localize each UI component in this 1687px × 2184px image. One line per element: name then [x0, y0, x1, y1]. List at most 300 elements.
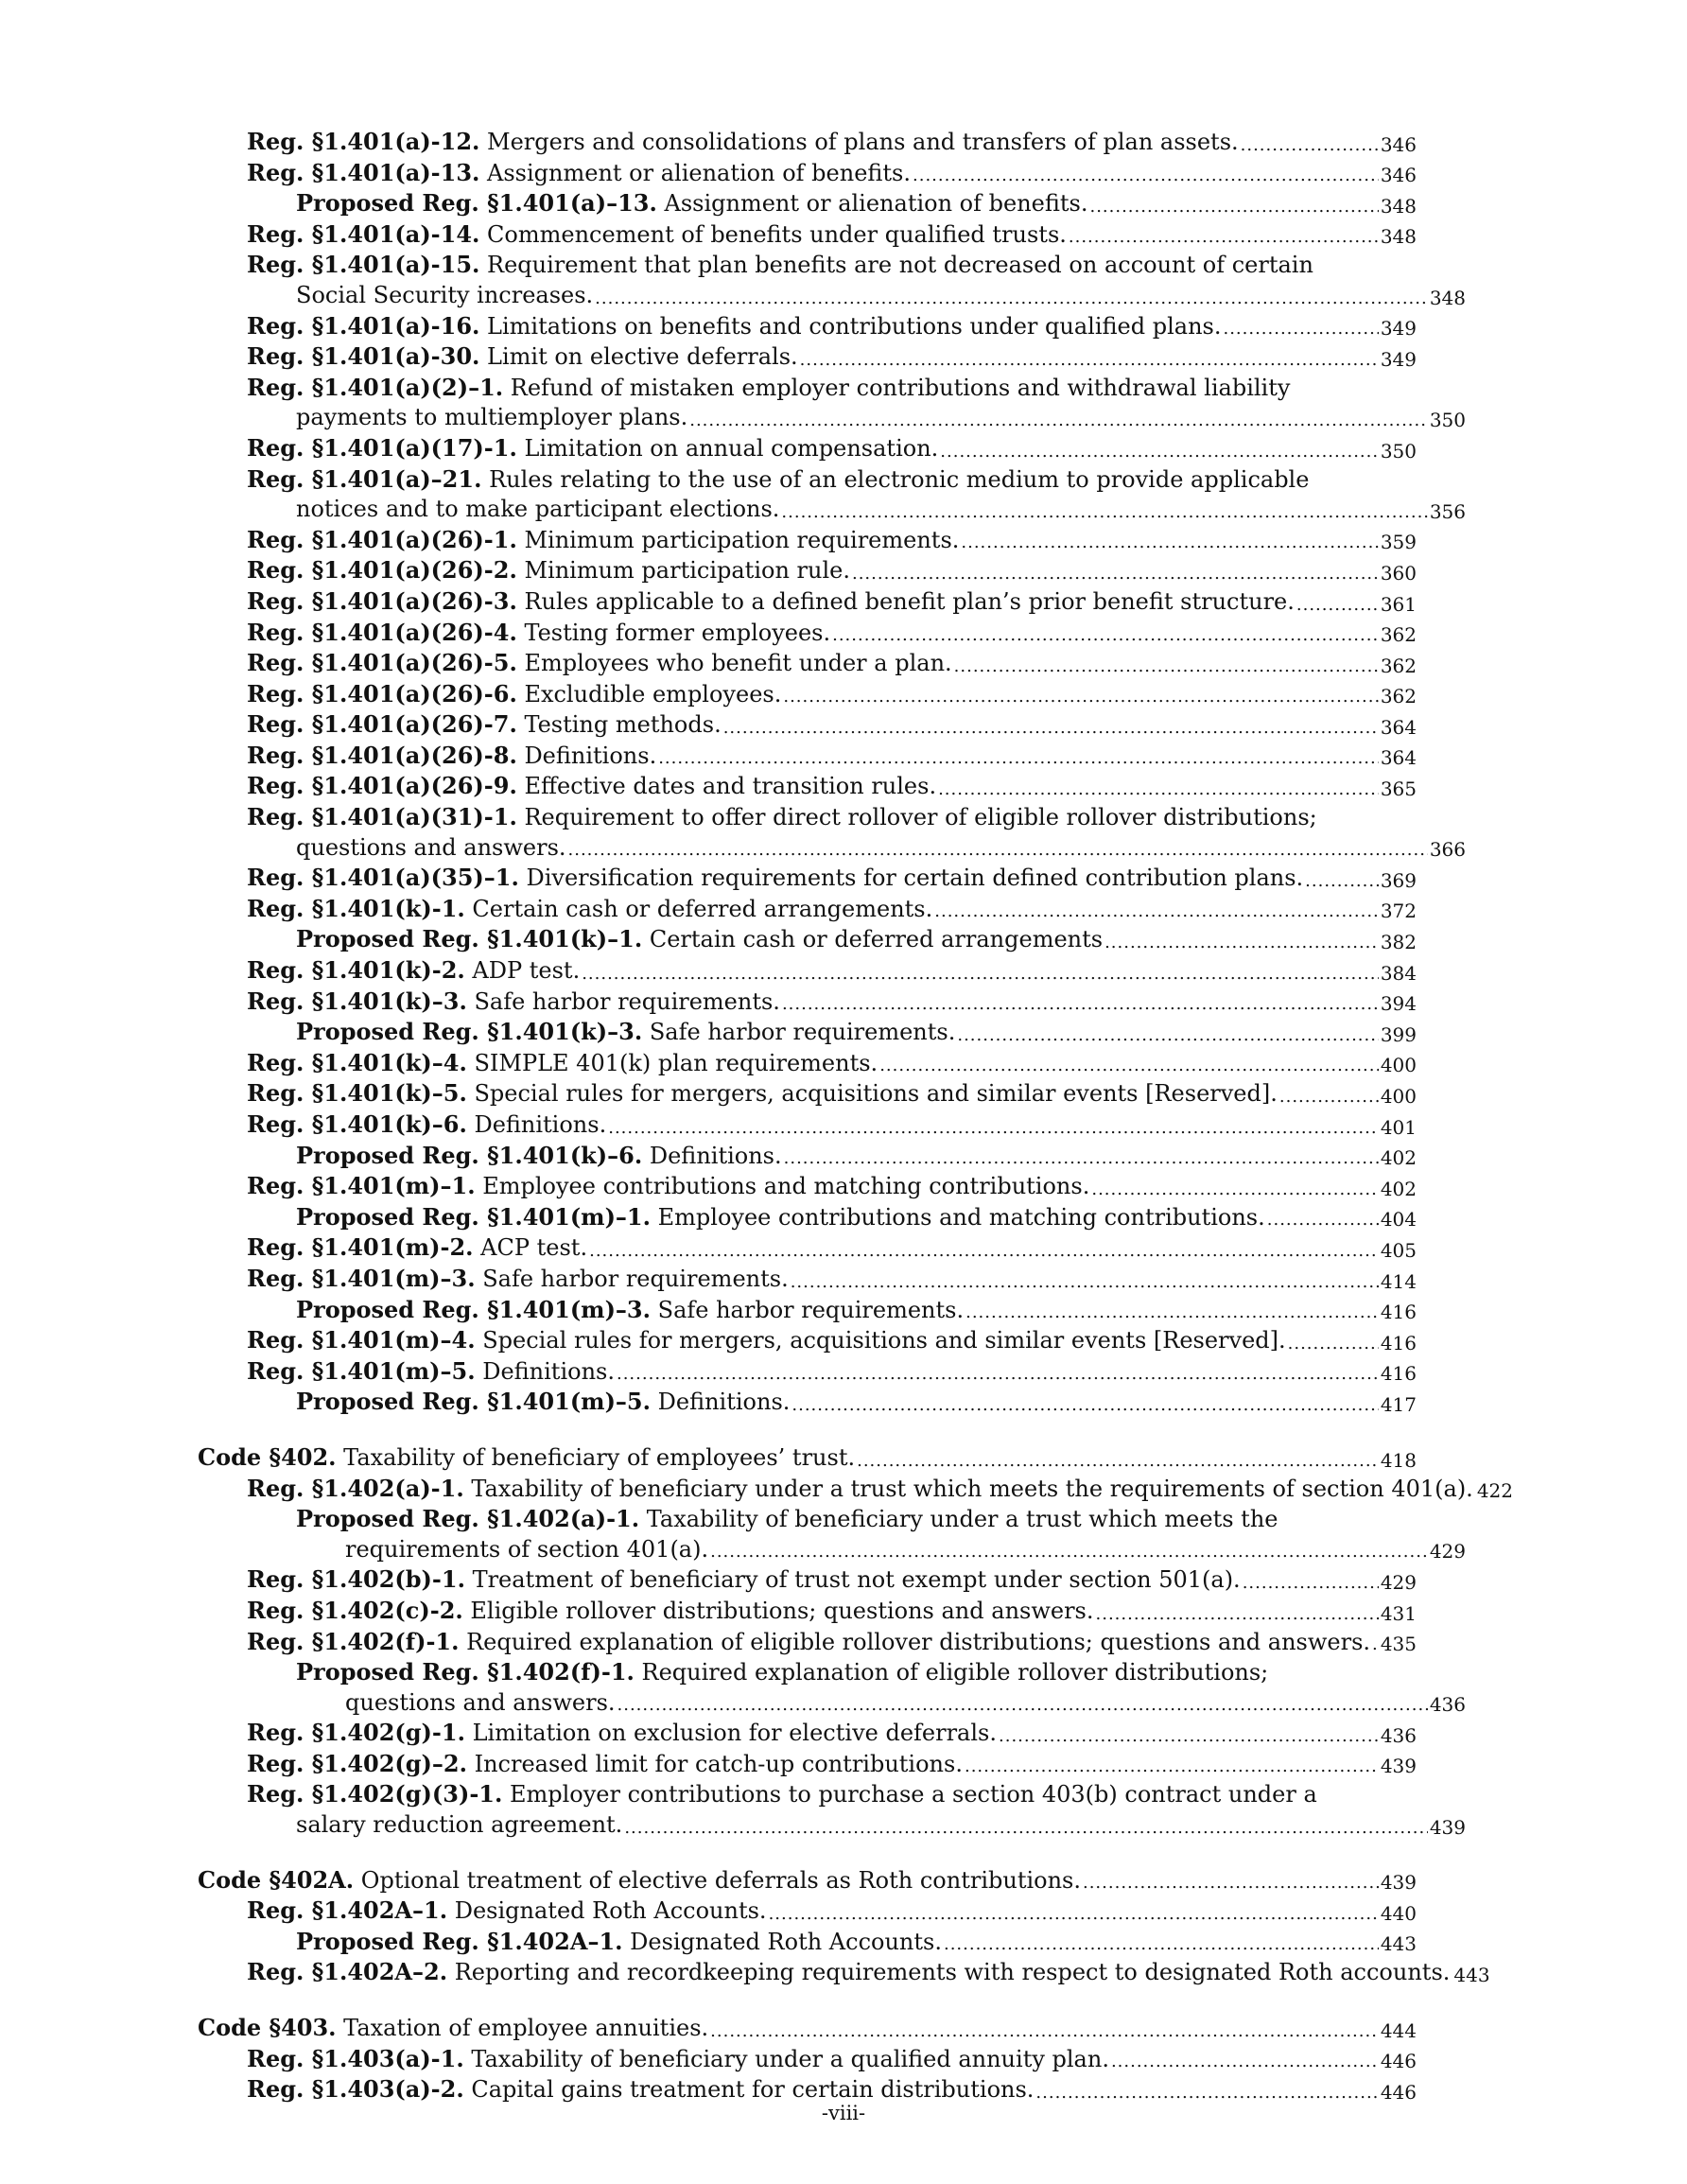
toc-entry [247, 250, 1687, 310]
dot-leader [783, 685, 1378, 709]
toc-page-number: 402 [1380, 1146, 1417, 1170]
toc-page-number: 422 [1476, 1479, 1513, 1503]
dot-leader [710, 1540, 1428, 1564]
toc-title [296, 1657, 1268, 1688]
toc-line [296, 1202, 1417, 1233]
dot-leader [954, 655, 1379, 679]
toc-title [247, 250, 1313, 281]
toc-heading: Reg. §1.401(m)–3. [247, 1264, 476, 1292]
toc-description: Increased limit for catch-up contributions. [474, 1750, 963, 1777]
toc-title [198, 2013, 708, 2044]
dot-leader [589, 1239, 1379, 1264]
dot-leader [782, 992, 1379, 1017]
toc-page-number: 400 [1380, 1085, 1417, 1108]
toc-description-continued: salary reduction agreement. [296, 1811, 623, 1839]
toc-entry [247, 955, 1687, 987]
toc-title [296, 1504, 1278, 1535]
toc-description-continued: questions and answers. [345, 1688, 616, 1716]
toc-line [247, 618, 1417, 649]
dot-leader [1069, 225, 1379, 250]
toc-description: Safe harbor requirements. [649, 1019, 956, 1046]
toc-description: Special rules for mergers, acquisitions and similar events [Reserved]. [474, 1080, 1278, 1108]
toc-page-number: 436 [1380, 1723, 1417, 1747]
toc-title [247, 1171, 1089, 1202]
toc-description: Effective dates and transition rules. [524, 773, 937, 800]
toc-line [296, 1017, 1417, 1048]
toc-heading: Reg. §1.401(a)-16. [247, 311, 480, 340]
toc-description: Required explanation of eligible rollover distributions; [641, 1659, 1269, 1686]
toc-description: Designated Roth Accounts. [630, 1928, 942, 1955]
toc-entry [247, 2074, 1687, 2105]
dot-leader [1104, 931, 1379, 955]
toc-description: Definitions. [482, 1357, 615, 1385]
toc-page-number: 346 [1380, 164, 1417, 187]
toc-description: Minimum participation requirements. [524, 526, 960, 553]
toc-page-number: 444 [1380, 2018, 1417, 2042]
toc-title [247, 555, 850, 586]
toc-entry [247, 618, 1687, 649]
dot-leader [689, 409, 1428, 433]
toc-description: Assignment or alienation of benefits. [487, 159, 912, 186]
toc-continuation-line [247, 1810, 1466, 1841]
toc-line [247, 219, 1417, 251]
toc-entry [247, 1264, 1687, 1295]
toc-entry [247, 2044, 1687, 2075]
toc-description: Certain cash or deferred arrangements. [472, 895, 933, 922]
toc-description: Taxability of beneficiary of employees’ trust. [343, 1443, 856, 1471]
toc-heading: Reg. §1.401(a)(26)-1. [247, 525, 517, 553]
toc-title [247, 1078, 1278, 1109]
toc-line [247, 1048, 1417, 1079]
toc-entry [247, 1474, 1687, 1505]
toc-description: Limit on elective deferrals. [487, 343, 798, 371]
toc-heading: Reg. §1.401(a)(26)-4. [247, 618, 517, 646]
toc-entry [247, 127, 1687, 158]
toc-title [247, 1048, 878, 1079]
toc-description: Excludible employees. [524, 680, 782, 708]
toc-heading: Proposed Reg. §1.401(k)–6. [296, 1141, 643, 1169]
toc-page-number: 349 [1380, 347, 1417, 371]
toc-title [296, 1927, 942, 1958]
toc-line [247, 250, 1417, 281]
toc-heading: Reg. §1.401(a)-30. [247, 342, 480, 371]
toc-heading: Reg. §1.402(a)-1. [247, 1474, 464, 1502]
toc-line [247, 127, 1417, 158]
toc-heading: Reg. §1.401(m)-2. [247, 1233, 474, 1262]
toc-title [296, 1202, 1265, 1233]
toc-line [247, 741, 1417, 772]
toc-page-number: 417 [1380, 1392, 1417, 1416]
toc-heading: Reg. §1.401(k)–3. [247, 987, 467, 1015]
toc-description-continued: notices and to make participant elections. [296, 496, 780, 523]
toc-line [247, 1627, 1417, 1658]
toc-description: Commencement of benefits under qualified trusts. [487, 220, 1067, 248]
toc-page-number: 446 [1380, 2080, 1417, 2104]
dot-leader [769, 1902, 1379, 1927]
toc-title [247, 341, 798, 373]
toc-title [296, 1295, 964, 1326]
toc-line [247, 771, 1417, 802]
toc-line [296, 1927, 1417, 1958]
toc-entry [247, 1718, 1687, 1749]
toc-page-number: 350 [1380, 439, 1417, 463]
toc-line [247, 1596, 1417, 1627]
toc-continuation-line [296, 1688, 1466, 1719]
toc-entry [247, 987, 1687, 1018]
toc-page-number: 362 [1380, 685, 1417, 708]
toc-heading: Reg. §1.401(a)(2)–1. [247, 373, 504, 401]
toc-heading: Reg. §1.401(a)–21. [247, 464, 482, 493]
toc-title [296, 1387, 790, 1418]
toc-section-entry [198, 1442, 1687, 1474]
toc-entry [247, 709, 1687, 741]
toc-line [247, 1718, 1417, 1749]
toc-title [247, 679, 781, 710]
toc-entry [247, 1779, 1687, 1840]
toc-proposed-entry [296, 924, 1687, 955]
toc-entry [247, 555, 1687, 586]
toc-title [247, 802, 1317, 833]
toc-description: Special rules for mergers, acquisitions and similar events [Reserved]. [482, 1327, 1286, 1354]
toc-description-continued: payments to multiemployer plans. [296, 404, 688, 431]
toc-title [198, 1865, 1081, 1896]
toc-title [296, 188, 1087, 219]
page-number: -viii- [821, 2102, 866, 2124]
toc-description: Diversification requirements for certain defined contribution plans. [526, 865, 1304, 892]
toc-description: Testing former employees. [524, 619, 831, 646]
toc-page-number: 365 [1380, 778, 1417, 801]
toc-proposed-entry [296, 1295, 1687, 1326]
toc-line [247, 679, 1417, 710]
toc-proposed-entry [296, 1657, 1687, 1718]
toc-title [247, 1718, 997, 1749]
toc-page-number: 362 [1380, 654, 1417, 677]
dot-leader [857, 1449, 1379, 1474]
toc-heading: Reg. §1.401(a)(26)-2. [247, 556, 517, 585]
dot-leader [852, 562, 1379, 586]
toc-page-number: 399 [1380, 1022, 1417, 1046]
toc-title [247, 433, 938, 464]
toc-title [247, 158, 911, 189]
toc-proposed-entry [296, 188, 1687, 219]
toc-title [247, 586, 1295, 618]
toc-page-number: 359 [1380, 531, 1417, 554]
toc-page-number: 402 [1380, 1177, 1417, 1200]
toc-description: Limitations on benefits and contributions under qualified plans. [487, 312, 1222, 340]
toc-page-number: 366 [1429, 838, 1466, 862]
toc-line [247, 894, 1417, 925]
toc-heading: Reg. §1.401(a)(26)-7. [247, 710, 517, 739]
dot-leader [658, 746, 1379, 771]
dot-leader [595, 287, 1428, 311]
toc-heading: Reg. §1.403(a)-2. [247, 2075, 464, 2104]
toc-title [247, 311, 1221, 342]
toc-entry [247, 1356, 1687, 1388]
toc-line [247, 1779, 1417, 1810]
toc-title [247, 987, 780, 1018]
dot-leader [710, 2019, 1379, 2044]
toc-line [247, 1749, 1417, 1780]
toc-heading: Reg. §1.401(k)-2. [247, 956, 465, 985]
toc-title [247, 1896, 767, 1927]
toc-title [247, 1596, 1094, 1627]
toc-line [247, 709, 1417, 741]
toc-heading: Reg. §1.402A–1. [247, 1896, 448, 1925]
toc-heading: Reg. §1.401(a)(31)-1. [247, 803, 517, 831]
toc-proposed-entry [296, 1141, 1687, 1172]
toc-entry [247, 158, 1687, 189]
toc-heading: Reg. §1.401(a)(17)-1. [247, 433, 517, 462]
toc-entry [247, 1749, 1687, 1780]
toc-page-number: 364 [1380, 746, 1417, 770]
toc-page-number: 440 [1380, 1901, 1417, 1925]
toc-heading: Reg. §1.401(m)–1. [247, 1172, 476, 1200]
dot-leader [608, 1116, 1379, 1141]
toc-entry [247, 679, 1687, 710]
toc-page-number: 356 [1429, 499, 1466, 523]
toc-description-continued: requirements of section 401(a). [345, 1535, 709, 1563]
dot-leader [1372, 1633, 1379, 1657]
toc-description: Assignment or alienation of benefits. [664, 190, 1088, 218]
toc-line [198, 1442, 1417, 1474]
dot-leader [965, 1755, 1379, 1779]
toc-entry [247, 464, 1687, 525]
toc-title [247, 894, 932, 925]
toc-entry [247, 1896, 1687, 1927]
toc-page-number: 369 [1380, 868, 1417, 892]
toc-title [247, 2074, 1034, 2105]
dot-leader [624, 1816, 1428, 1841]
toc-heading: Proposed Reg. §1.401(m)–1. [296, 1202, 651, 1231]
toc-page-number: 384 [1380, 961, 1417, 985]
toc-description: Capital gains treatment for certain distributions. [471, 2076, 1035, 2104]
toc-title [247, 709, 722, 741]
dot-leader [940, 440, 1379, 464]
toc-heading: Reg. §1.402(g)–2. [247, 1749, 467, 1777]
toc-description: Designated Roth Accounts. [454, 1897, 767, 1925]
toc-description: Rules applicable to a defined benefit plan’s prior benefit structure. [524, 587, 1295, 615]
toc-page-number: 361 [1380, 592, 1417, 616]
toc-description: Taxability of beneficiary under a qualified annuity plan. [471, 2045, 1109, 2072]
toc-line [247, 1957, 1490, 1988]
toc-proposed-entry [296, 1017, 1687, 1048]
toc-description: Taxability of beneficiary under a trust which meets the [646, 1506, 1278, 1533]
toc-title [198, 1442, 855, 1474]
toc-description: Certain cash or deferred arrangements [649, 926, 1104, 953]
toc-heading: Reg. §1.402(g)-1. [247, 1719, 465, 1747]
toc-line [296, 1657, 1417, 1688]
toc-heading: Reg. §1.401(a)-15. [247, 251, 480, 279]
toc-entry [247, 771, 1687, 802]
dot-leader [957, 1023, 1378, 1048]
toc-proposed-entry [296, 1202, 1687, 1233]
toc-heading: Reg. §1.401(k)-1. [247, 894, 465, 922]
toc-entry [247, 433, 1687, 464]
toc-section-entry [198, 1865, 1687, 1896]
toc-title [247, 1109, 606, 1141]
toc-page-number: 416 [1380, 1331, 1417, 1354]
toc-description: Treatment of beneficiary of trust not exempt under section 501(a). [472, 1566, 1241, 1594]
toc-description: Requirement that plan benefits are not decreased on account of certain [487, 252, 1313, 279]
toc-description: Employee contributions and matching contributions. [657, 1203, 1265, 1231]
toc-heading: Reg. §1.401(a)(26)-6. [247, 679, 517, 708]
toc-entry [247, 219, 1687, 251]
toc-title [247, 648, 952, 679]
toc-line [296, 1504, 1417, 1535]
toc-line [247, 158, 1417, 189]
toc-line [247, 341, 1417, 373]
toc-description: Minimum participation rule. [524, 557, 850, 585]
toc-description: Requirement to offer direct rollover of eligible rollover distributions; [524, 804, 1317, 831]
toc-title [247, 1779, 1317, 1810]
toc-page-number: 405 [1380, 1238, 1417, 1262]
toc-entry [247, 1957, 1687, 1988]
toc-description: SIMPLE 401(k) plan requirements. [474, 1049, 878, 1076]
toc-description: Taxation of employee annuities. [343, 2015, 709, 2042]
toc-description: Limitation on exclusion for elective deferrals. [472, 1720, 997, 1747]
toc-entry [247, 1078, 1687, 1109]
toc-page-number: 439 [1380, 1755, 1417, 1778]
toc-description: Safe harbor requirements. [657, 1296, 965, 1323]
toc-title [296, 924, 1103, 955]
toc-heading: Proposed Reg. §1.401(k)–1. [296, 925, 643, 953]
toc-line [247, 525, 1417, 556]
toc-title [247, 1264, 789, 1295]
toc-page-number: 362 [1380, 623, 1417, 647]
toc-description: Definitions. [474, 1111, 607, 1138]
toc-title [247, 1325, 1286, 1356]
toc-title [247, 219, 1067, 251]
toc-line [247, 2074, 1417, 2105]
toc-title [247, 741, 656, 772]
toc-page-number: 350 [1429, 408, 1466, 431]
toc-heading: Code §402A. [198, 1865, 355, 1894]
toc-proposed-entry [296, 1927, 1687, 1958]
toc-page-number: 431 [1380, 1601, 1417, 1625]
toc-line [247, 1171, 1417, 1202]
toc-page-number: 348 [1429, 286, 1466, 309]
dot-leader [568, 838, 1428, 863]
dot-leader [1223, 317, 1378, 341]
toc-heading: Reg. §1.401(k)–4. [247, 1048, 467, 1076]
dot-leader [1091, 1178, 1378, 1202]
dot-leader [832, 623, 1379, 648]
toc-description: Reporting and recordkeeping requirements with respect to designated Roth accounts. [454, 1959, 1451, 1986]
toc-title [247, 373, 1290, 404]
toc-line [296, 924, 1417, 955]
toc-title [247, 464, 1309, 496]
toc-description: Employees who benefit under a plan. [524, 650, 952, 677]
dot-leader [1083, 1871, 1379, 1896]
toc-section-entry [198, 2013, 1687, 2044]
toc-title [247, 1564, 1241, 1596]
toc-line [247, 433, 1417, 464]
dot-leader [1241, 133, 1379, 158]
dot-leader [1305, 869, 1379, 894]
toc-page-number: 348 [1380, 194, 1417, 218]
toc-page-number: 439 [1429, 1815, 1466, 1839]
toc-line [247, 2044, 1417, 2075]
toc-continuation-line [247, 495, 1466, 525]
toc-line [296, 188, 1417, 219]
dot-leader [582, 962, 1379, 987]
toc-line [247, 311, 1417, 342]
toc-page-number: 418 [1380, 1448, 1417, 1472]
dot-leader [1279, 1085, 1379, 1109]
dot-leader [781, 500, 1427, 525]
toc-heading: Proposed Reg. §1.402(a)-1. [296, 1505, 640, 1533]
toc-heading: Reg. §1.401(a)-13. [247, 158, 480, 186]
toc-continuation-line [247, 403, 1466, 433]
dot-leader [965, 1301, 1379, 1325]
toc-title [247, 771, 936, 802]
dot-leader [617, 1693, 1428, 1718]
dot-leader [934, 900, 1379, 924]
toc-line [247, 955, 1417, 987]
dot-leader [1096, 1602, 1379, 1627]
toc-description: ADP test. [472, 957, 581, 985]
toc-line [247, 586, 1417, 618]
toc-description: Eligible rollover distributions; questions and answers. [470, 1597, 1094, 1624]
dot-leader [944, 1932, 1379, 1957]
toc-entry [247, 525, 1687, 556]
toc-page-number: 382 [1380, 931, 1417, 954]
toc-heading: Reg. §1.402A–2. [247, 1958, 448, 1986]
toc-line [247, 1356, 1417, 1388]
dot-leader [723, 716, 1379, 741]
toc-line [247, 1474, 1513, 1505]
toc-line [247, 1232, 1417, 1264]
toc-entry [247, 341, 1687, 373]
toc-description: Definitions. [524, 742, 657, 769]
dot-leader [938, 778, 1379, 802]
toc-entry [247, 1596, 1687, 1627]
toc-page-number: 364 [1380, 715, 1417, 739]
toc-description: Taxability of beneficiary under a trust which meets the requirements of section 401(a). [471, 1475, 1473, 1502]
dot-leader [791, 1393, 1378, 1418]
toc-heading: Reg. §1.402(g)(3)-1. [247, 1780, 503, 1808]
dot-leader [784, 1146, 1379, 1171]
toc-entry [247, 1564, 1687, 1596]
toc-title [247, 1749, 963, 1780]
toc-heading: Proposed Reg. §1.401(m)–3. [296, 1295, 651, 1323]
toc-heading: Reg. §1.403(a)-1. [247, 2044, 464, 2072]
toc-line [247, 987, 1417, 1018]
toc-title [247, 127, 1239, 158]
toc-line [247, 555, 1417, 586]
toc-heading: Reg. §1.401(a)(26)-5. [247, 649, 517, 677]
dot-leader [1089, 195, 1378, 219]
toc-line [247, 1325, 1417, 1356]
toc-page-number: 416 [1380, 1301, 1417, 1324]
toc-page-number: 348 [1380, 225, 1417, 249]
dot-leader [791, 1270, 1379, 1295]
toc-heading: Reg. §1.401(a)-14. [247, 219, 480, 248]
toc-title [247, 1627, 1370, 1658]
dot-leader [1111, 2050, 1379, 2074]
toc-line [247, 373, 1417, 404]
toc-description: Definitions. [657, 1389, 791, 1416]
toc-entry [247, 1048, 1687, 1079]
toc-page-number: 400 [1380, 1054, 1417, 1077]
toc-description: Rules relating to the use of an electronic medium to provide applicable [489, 465, 1310, 493]
toc-entry [247, 741, 1687, 772]
toc-page-number: 439 [1380, 1871, 1417, 1895]
toc-description: ACP test. [480, 1234, 588, 1262]
toc-title [247, 1957, 1450, 1988]
toc-continuation-line [247, 281, 1466, 311]
toc-page-number: 349 [1380, 317, 1417, 341]
